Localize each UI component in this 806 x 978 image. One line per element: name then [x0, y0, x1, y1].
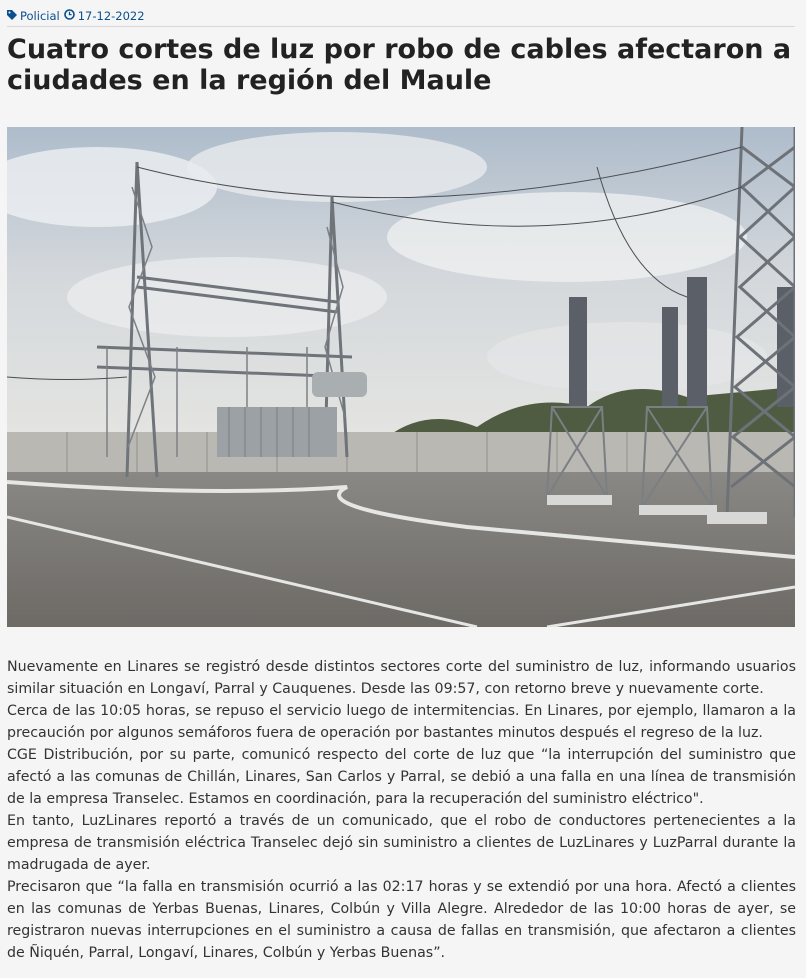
article-date: 17-12-2022	[77, 9, 145, 23]
article-meta	[7, 6, 795, 27]
article-title: Cuatro cortes de luz por robo de cables afectaron a ciudades en la región del Maule	[7, 34, 792, 96]
clock-icon	[64, 9, 75, 23]
article-body	[7, 656, 796, 964]
tag-icon	[7, 9, 17, 23]
article-paragraph: Precisaron que “la falla en transmisión ocurrió a las 02:17 horas y se extendió por una hora. Afectó a clientes en las comunas de Yerbas Buenas, Linares, Colbún y Villa Alegre. Alrededor de las 10:00 horas de ayer, se registraron nuevas interrupciones en el suministro a causa de fallas en transmisión, que afectaron a clientes de Ñiquén, Parral, Longaví, Linares, Colbún y Yerbas Buenas”.	[7, 879, 796, 961]
article-paragraph: Nuevamente en Linares se registró desde distintos sectores corte del suministro de luz, informando usuarios similar situación en Longaví, Parral y Cauquenes. Desde las 09:57, con retorno breve y nuevamente corte.	[7, 659, 796, 697]
article-paragraph: CGE Distribución, por su parte, comunicó respecto del corte de luz que “la interrupción del suministro que afectó a las comunas de Chillán, Linares, San Carlos y Parral, se debió a una falla en una línea de transmisión de la empresa Transelec. Estamos en coordinación, para la recuperación del suministro eléctrico".	[7, 747, 796, 807]
article-paragraph: Cerca de las 10:05 horas, se repuso el servicio luego de intermitencias. En Linares, por ejemplo, llamaron a la precaución por algunos semáforos fuera de operación por bastantes minutos después el regreso de la luz.	[7, 703, 796, 741]
category-link[interactable]: Policial	[20, 9, 60, 23]
article-photo	[7, 127, 795, 627]
article-paragraph: En tanto, LuzLinares reportó a través de un comunicado, que el robo de conductores pertenecientes a la empresa de transmisión eléctrica Transelec dejó sin suministro a clientes de LuzLinares y LuzParral durante la madrugada de ayer.	[7, 813, 796, 873]
